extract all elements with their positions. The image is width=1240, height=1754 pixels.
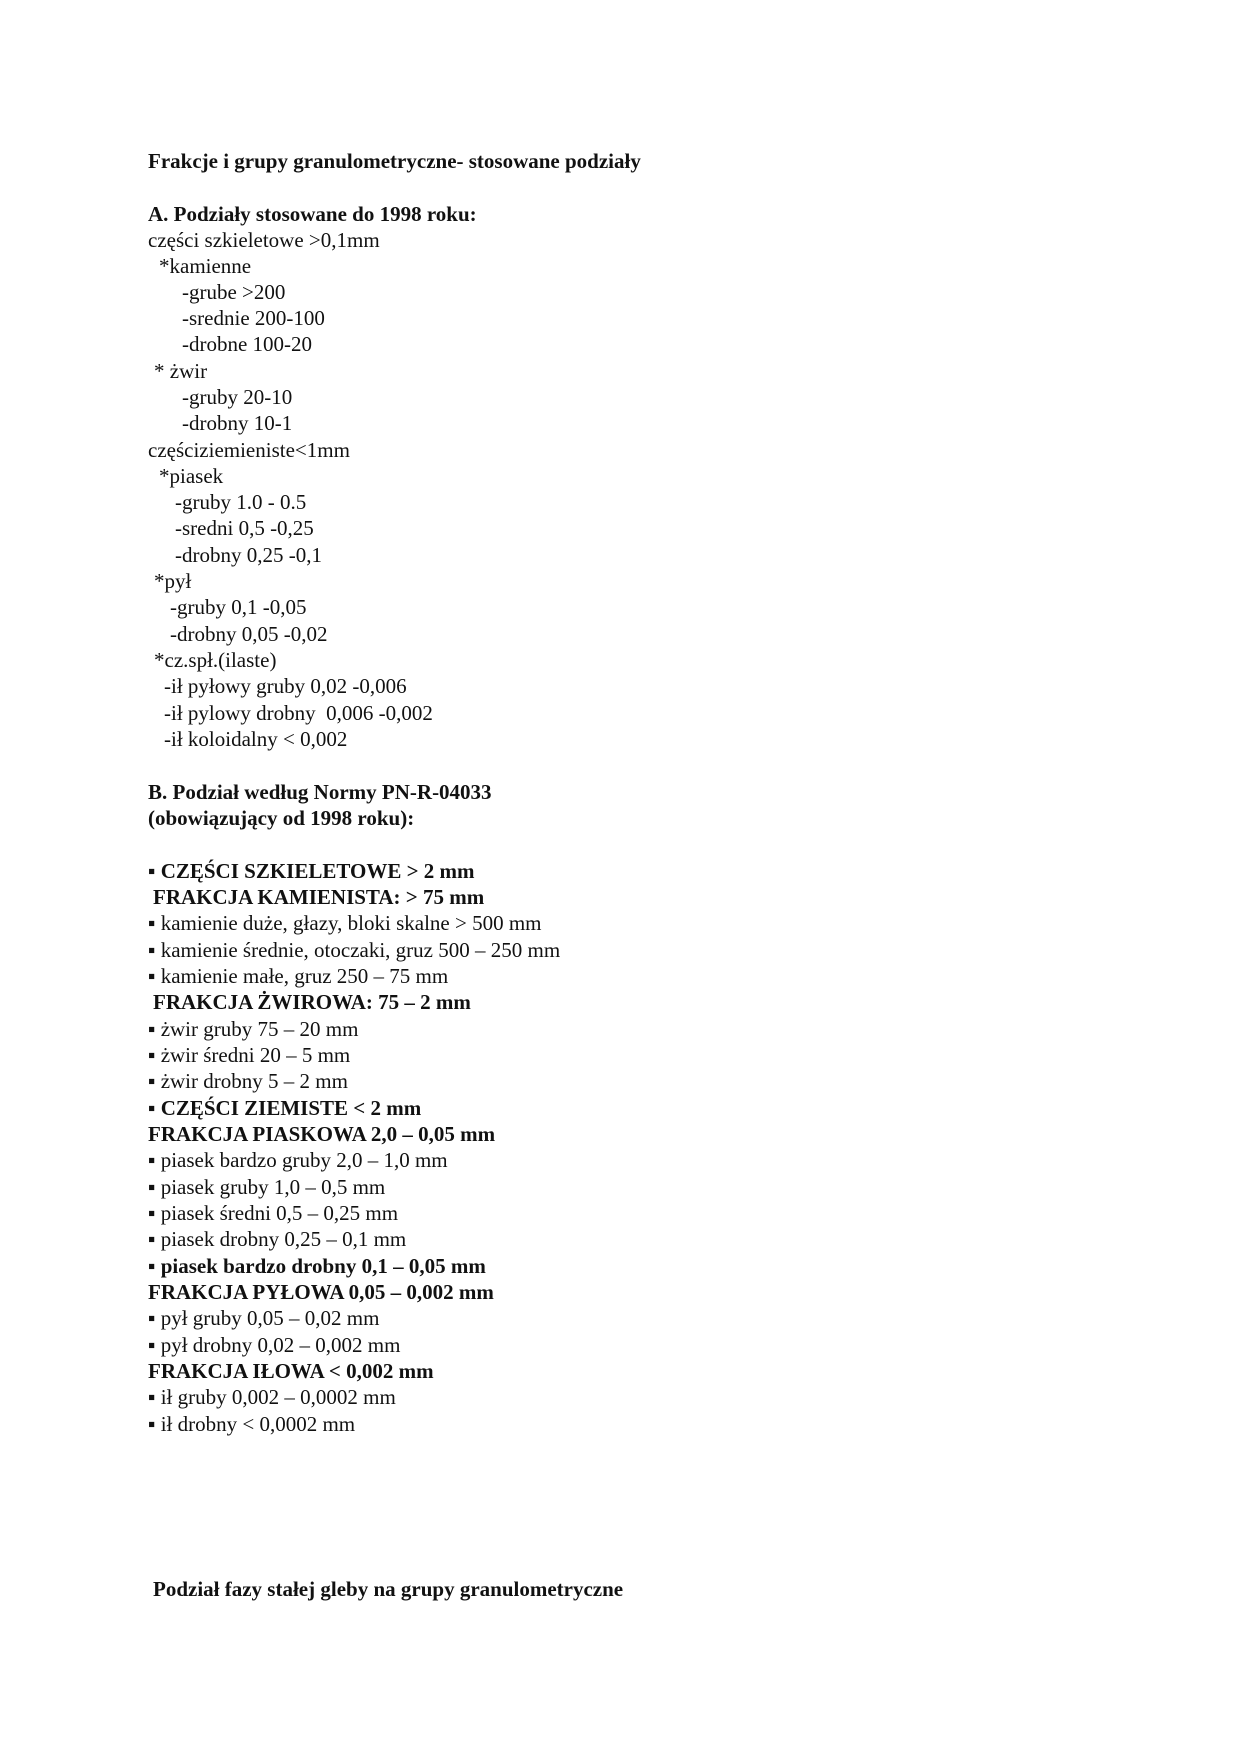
section-b-line: ▪ piasek średni 0,5 – 0,25 mm xyxy=(148,1201,399,1225)
section-b-line: ▪ CZĘŚCI SZKIELETOWE > 2 mm xyxy=(148,859,475,883)
section-a-line: *piasek xyxy=(159,464,224,488)
section-b-line: ▪ ił drobny < 0,0002 mm xyxy=(148,1412,356,1436)
section-a-line: -grube >200 xyxy=(182,280,286,304)
section-a-line: częściziemieniste<1mm xyxy=(148,438,350,462)
section-b-line: ▪ pył drobny 0,02 – 0,002 mm xyxy=(148,1333,401,1357)
footer-heading: Podział fazy stałej gleby na grupy granulometryczne xyxy=(153,1577,624,1601)
section-b-line: ▪ ił gruby 0,002 – 0,0002 mm xyxy=(148,1385,396,1409)
section-a-line: -ił pyłowy gruby 0,02 -0,006 xyxy=(164,674,407,698)
section-b-line: ▪ żwir średni 20 – 5 mm xyxy=(148,1043,351,1067)
section-b-line: ▪ kamienie średnie, otoczaki, gruz 500 – 250 mm xyxy=(148,938,561,962)
section-b-line: FRAKCJA KAMIENISTA: > 75 mm xyxy=(153,885,485,909)
section-a-line: -gruby 1.0 - 0.5 xyxy=(175,490,307,514)
section-b-line: ▪ kamienie duże, głazy, bloki skalne > 500 mm xyxy=(148,911,542,935)
section-a-line: części szkieletowe >0,1mm xyxy=(148,228,380,252)
section-a-line: -sredni 0,5 -0,25 xyxy=(175,516,314,540)
section-b-line: ▪ piasek bardzo gruby 2,0 – 1,0 mm xyxy=(148,1148,448,1172)
section-b-line: ▪ pył gruby 0,05 – 0,02 mm xyxy=(148,1306,380,1330)
section-b-line: FRAKCJA PYŁOWA 0,05 – 0,002 mm xyxy=(148,1280,494,1304)
section-b-line: FRAKCJA ŻWIROWA: 75 – 2 mm xyxy=(153,990,471,1014)
section-a-line: *pył xyxy=(154,569,192,593)
section-b-subheading: (obowiązujący od 1998 roku): xyxy=(148,806,415,830)
section-a-line: -ił pylowy drobny 0,006 -0,002 xyxy=(164,701,433,725)
section-a-line: *cz.spł.(ilaste) xyxy=(154,648,277,672)
section-a-line: -ił koloidalny < 0,002 xyxy=(164,727,348,751)
section-b-line: FRAKCJA IŁOWA < 0,002 mm xyxy=(148,1359,434,1383)
document-title: Frakcje i grupy granulometryczne- stosowane podziały xyxy=(148,149,641,173)
section-b-line: ▪ żwir gruby 75 – 20 mm xyxy=(148,1017,359,1041)
section-a-line: -drobny 0,05 -0,02 xyxy=(170,622,328,646)
section-a-line: -gruby 20-10 xyxy=(182,385,293,409)
section-b-line: ▪ piasek gruby 1,0 – 0,5 mm xyxy=(148,1175,386,1199)
section-b-line: ▪ piasek drobny 0,25 – 0,1 mm xyxy=(148,1227,407,1251)
section-b-line: ▪ kamienie małe, gruz 250 – 75 mm xyxy=(148,964,449,988)
section-b-line: FRAKCJA PIASKOWA 2,0 – 0,05 mm xyxy=(148,1122,496,1146)
section-b-line: ▪ piasek bardzo drobny 0,1 – 0,05 mm xyxy=(148,1254,486,1278)
section-b-line: ▪ żwir drobny 5 – 2 mm xyxy=(148,1069,348,1093)
section-a-line: -drobne 100-20 xyxy=(182,332,313,356)
section-a-line: -drobny 10-1 xyxy=(182,411,293,435)
section-a-line: * żwir xyxy=(154,359,208,383)
section-a-line: -drobny 0,25 -0,1 xyxy=(175,543,322,567)
section-b-heading: B. Podział według Normy PN-R-04033 xyxy=(148,780,492,804)
section-a-line: *kamienne xyxy=(159,254,252,278)
section-a-line: -srednie 200-100 xyxy=(182,306,325,330)
section-a-line: -gruby 0,1 -0,05 xyxy=(170,595,307,619)
section-b-line: ▪ CZĘŚCI ZIEMISTE < 2 mm xyxy=(148,1096,422,1120)
section-a-heading: A. Podziały stosowane do 1998 roku: xyxy=(148,202,477,226)
